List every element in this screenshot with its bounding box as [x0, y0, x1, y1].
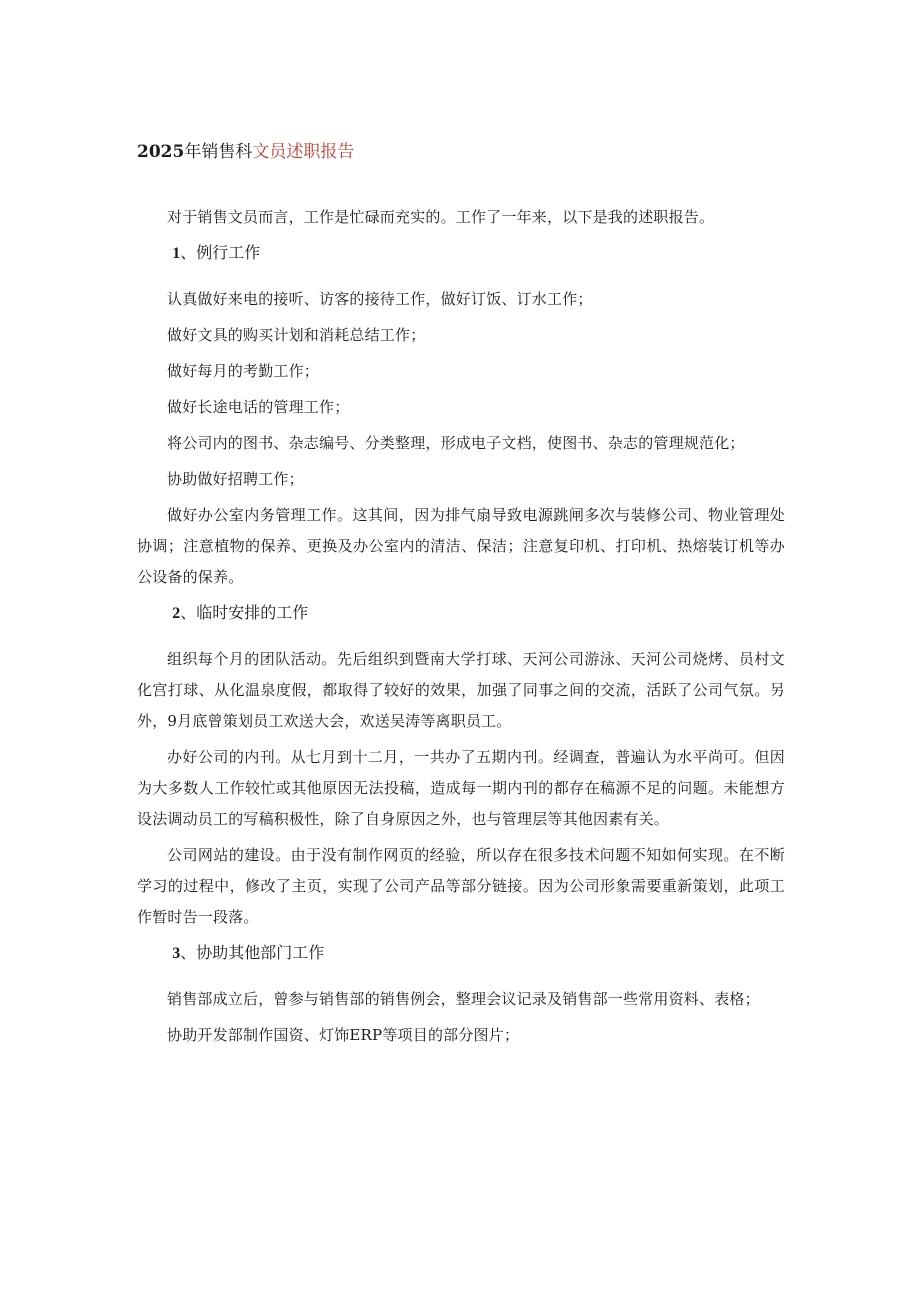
document-title: [137, 141, 354, 163]
section-number: 1: [172, 245, 181, 262]
paragraph: 做好文具的购买计划和消耗总结工作；: [167, 326, 426, 344]
section-heading-2: [137, 599, 785, 628]
title-dept: 年销售科: [184, 142, 253, 162]
paragraph: 组织每个月的团队活动。先后组织到暨南大学打球、天河公司游泳、天河公司烧烤、员村文化宫打球、从化温泉度假，都取得了较好的效果，加强了同事之间的交流，活跃了公司气氛。另外，9月底曾策划员工欢送大会，欢送吴涛等离职员工。: [137, 650, 785, 730]
paragraph: 公司网站的建设。由于没有制作网页的经验，所以存在很多技术问题不知如何实现。在不断学习的过程中，修改了主页，实现了公司产品等部分链接。因为公司形象需要重新策划，此项工作暂时告一段落。: [137, 846, 785, 926]
section-heading-3: [137, 939, 785, 968]
section-number: 2: [172, 605, 181, 622]
paragraph: 将公司内的图书、杂志编号、分类整理，形成电子文档，使图书、杂志的管理规范化；: [167, 434, 745, 452]
section-heading-1: [137, 239, 785, 268]
paragraph: 做好每月的考勤工作；: [167, 362, 320, 380]
section-number: 3: [172, 945, 181, 962]
document-body: [137, 202, 785, 1051]
paragraph: 协助做好招聘工作；: [167, 470, 304, 488]
title-year: 2025: [137, 142, 185, 162]
intro-paragraph: 对于销售文员而言，工作是忙碌而充实的。工作了一年来，以下是我的述职报告。: [167, 208, 715, 226]
paragraph: 认真做好来电的接听、访客的接待工作，做好订饭、订水工作；: [167, 290, 593, 308]
section-heading-text: 、例行工作: [180, 243, 261, 262]
paragraph: 做好办公室内务管理工作。这其间，因为排气扇导致电源跳闸多次与装修公司、物业管理处协调；注意植物的保养、更换及办公室内的清洁、保洁；注意复印机、打印机、热熔装订机等办公设备的保养。: [137, 506, 785, 586]
paragraph: 协助开发部制作国资、灯饰ERP等项目的部分图片；: [167, 1026, 520, 1044]
paragraph: 做好长途电话的管理工作；: [167, 398, 350, 416]
section-heading-text: 、临时安排的工作: [180, 603, 309, 622]
title-report-name: 文员述职报告: [252, 142, 355, 162]
paragraph: 销售部成立后，曾参与销售部的销售例会，整理会议记录及销售部一些常用资料、表格；: [167, 990, 760, 1008]
section-heading-text: 、协助其他部门工作: [180, 943, 325, 962]
paragraph: 办好公司的内刊。从七月到十二月，一共办了五期内刊。经调查，普遍认为水平尚可。但因为大多数人工作较忙或其他原因无法投稿，造成每一期内刊的都存在稿源不足的问题。未能想方设法调动员工的写稿积极性，除了自身原因之外，也与管理层等其他因素有关。: [137, 748, 785, 828]
